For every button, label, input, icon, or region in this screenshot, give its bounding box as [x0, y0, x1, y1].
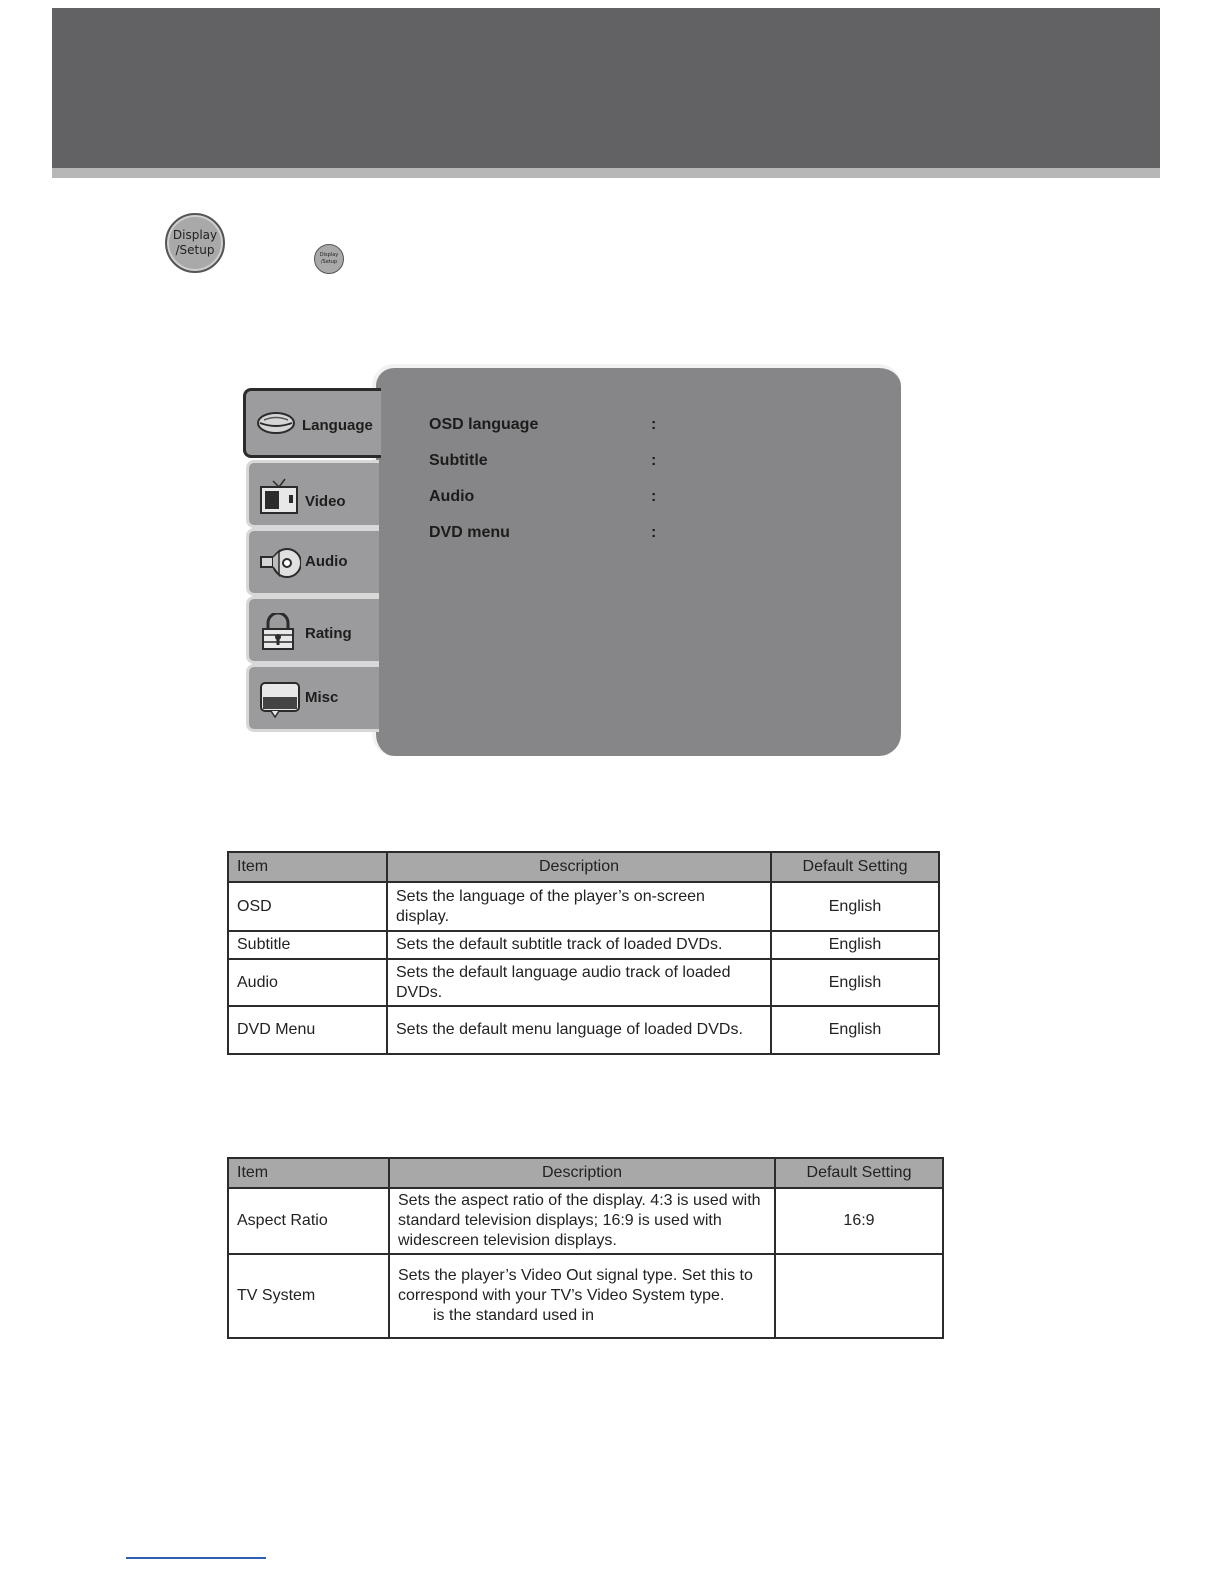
table-row: [228, 959, 939, 1006]
display-setup-button-icon: [165, 213, 225, 273]
cell-default: English: [771, 959, 939, 1006]
display-setup-small-line2: /Setup: [320, 259, 338, 265]
tab-rating-label: Rating: [305, 625, 352, 642]
footer-link-underline: [126, 1557, 266, 1559]
speaker-disc-icon: [259, 543, 301, 587]
tab-misc-label: Misc: [305, 689, 339, 706]
menu-colon: :: [651, 524, 657, 541]
table-header-row: [228, 852, 939, 882]
cell-item: Aspect Ratio: [228, 1188, 389, 1254]
cell-default: English: [771, 1006, 939, 1054]
cell-item: Audio: [228, 959, 387, 1006]
table-row: [228, 882, 939, 931]
display-setup-line1: Display: [172, 228, 218, 242]
video-settings-table: [227, 1157, 944, 1339]
cell-default: English: [771, 931, 939, 959]
header-description: Description: [387, 852, 771, 882]
cell-description-tail: is the standard used in: [433, 1307, 594, 1324]
menu-row-audio: Audio: [429, 488, 475, 505]
header-default-setting: Default Setting: [775, 1158, 943, 1188]
display-setup-small-line1: Display: [319, 252, 339, 258]
table-row: [228, 931, 939, 959]
menu-colon: :: [651, 488, 657, 505]
cell-default: 16:9: [775, 1188, 943, 1254]
tab-language[interactable]: [243, 388, 381, 458]
cell-description: Sets the aspect ratio of the display. 4:3 is used with standard television displays; 16:9 is used with widescreen television displays.: [389, 1188, 775, 1254]
language-settings-table: [227, 851, 940, 1055]
display-setup-line2: /Setup: [175, 243, 215, 257]
display-setup-small-icon: [314, 244, 344, 274]
header-strip: [52, 168, 1160, 178]
tab-language-label: Language: [302, 417, 373, 434]
header-item: Item: [228, 1158, 389, 1188]
cell-description: Sets the default subtitle track of loaded DVDs.: [387, 931, 771, 959]
tab-video-label: Video: [305, 493, 346, 510]
menu-row-subtitle: Subtitle: [429, 452, 488, 469]
cell-default: [775, 1254, 943, 1338]
cell-description: Sets the default language audio track of loaded DVDs.: [387, 959, 771, 1006]
screen-icon: [259, 679, 301, 723]
header-description: Description: [389, 1158, 775, 1188]
cell-description: [389, 1254, 775, 1338]
menu-colon: :: [651, 416, 657, 433]
header-band: [52, 8, 1160, 168]
tab-misc[interactable]: [246, 664, 379, 732]
table-header-row: [228, 1158, 943, 1188]
menu-row-dvd-menu: DVD menu: [429, 524, 510, 541]
cell-item: DVD Menu: [228, 1006, 387, 1054]
cell-item: Subtitle: [228, 931, 387, 959]
table-row: [228, 1188, 943, 1254]
cell-description: Sets the language of the player’s on-screen display.: [387, 882, 771, 931]
tab-audio[interactable]: [246, 528, 379, 596]
cell-item: TV System: [228, 1254, 389, 1338]
padlock-icon: [259, 613, 297, 655]
osd-setup-menu: [240, 360, 905, 760]
table-row: [228, 1254, 943, 1338]
tab-rating[interactable]: [246, 596, 379, 664]
header-item: Item: [228, 852, 387, 882]
menu-row-osd-language: OSD language: [429, 416, 539, 433]
tv-icon: [259, 475, 299, 519]
tab-video[interactable]: [246, 460, 379, 528]
table-row: [228, 1006, 939, 1054]
tab-audio-label: Audio: [305, 553, 348, 570]
cell-description: Sets the default menu language of loaded DVDs.: [387, 1006, 771, 1054]
header-default-setting: Default Setting: [771, 852, 939, 882]
lips-icon: [256, 409, 296, 441]
cell-default: English: [771, 882, 939, 931]
menu-colon: :: [651, 452, 657, 469]
cell-description-main: Sets the player’s Video Out signal type. Set this to correspond with your TV’s Video System type.: [398, 1267, 753, 1304]
cell-item: OSD: [228, 882, 387, 931]
